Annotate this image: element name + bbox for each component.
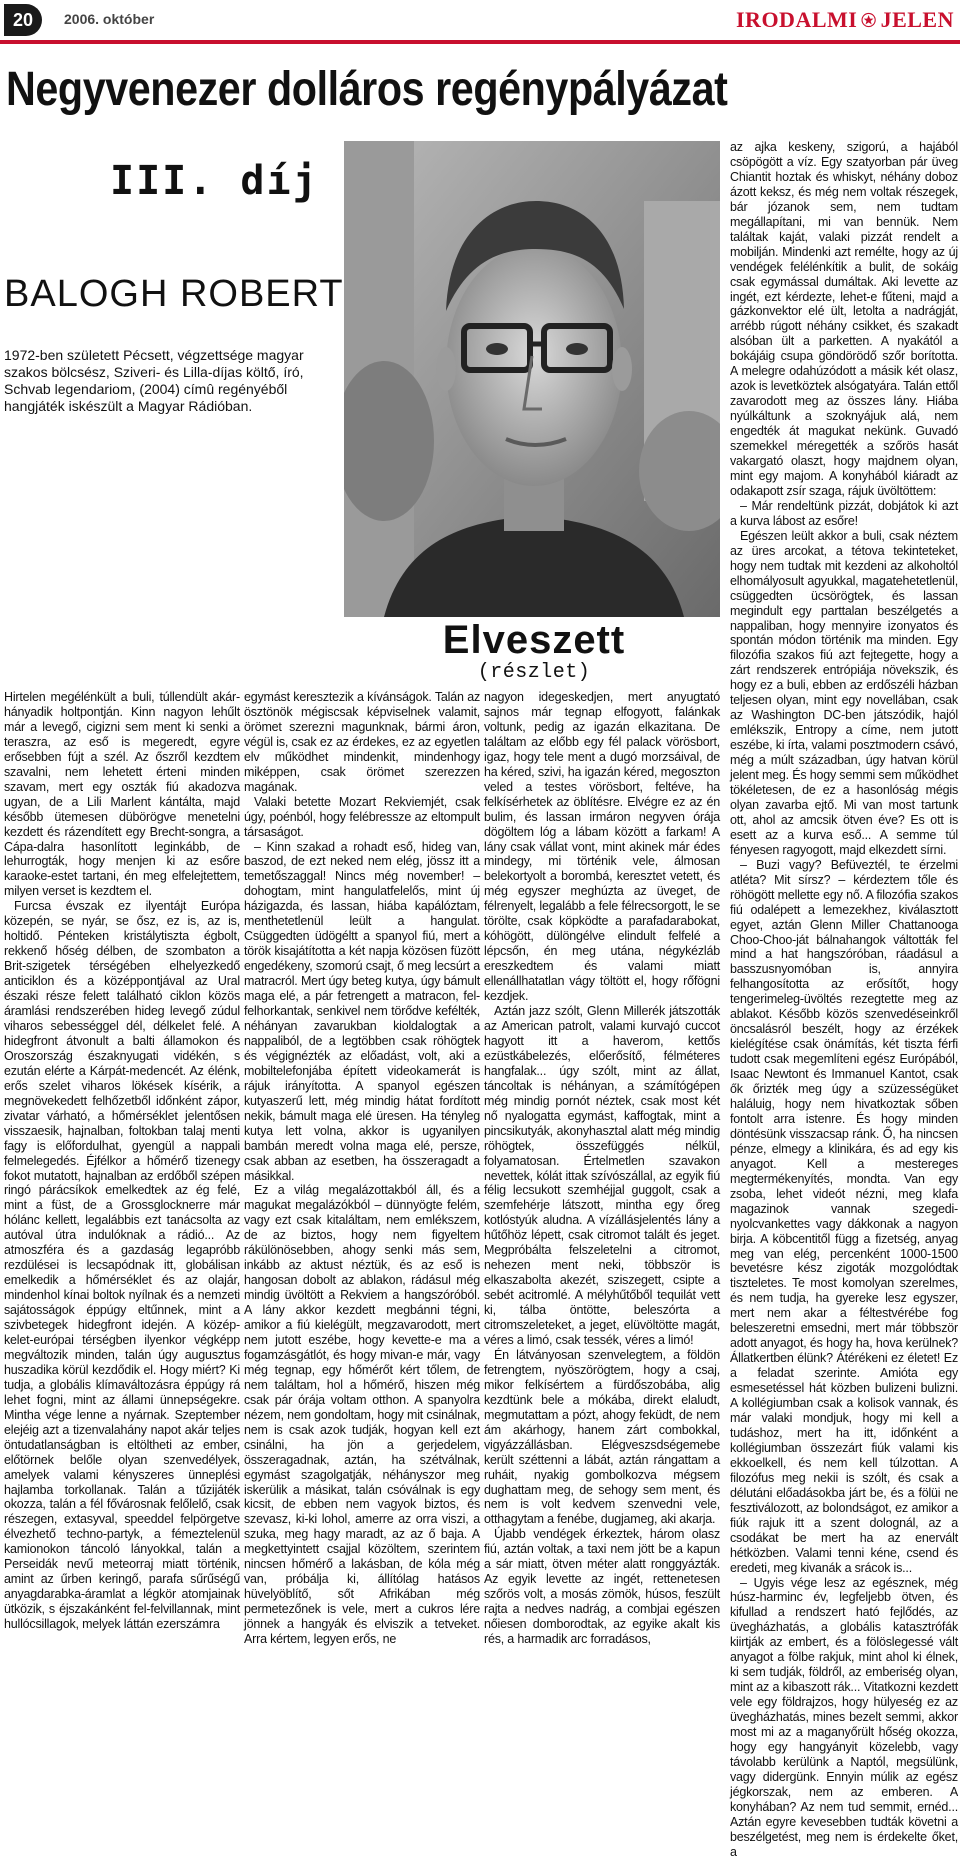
text-column-1 (4, 690, 240, 1632)
paragraph: egymást keresztezik a kívánságok. Talán az ösztönök mégiscsak képviselnek valamit, örömet szerezni magunknak, bármi áron, végül is, csak ez az érdekes, ez az egyetlen elv működhet mindenkit, mindenhogy miképpen, csak örömet szerezzen magának. (244, 690, 480, 794)
logo-word-left: IRODALMI (736, 7, 858, 32)
author-bio: 1972-ben született Pécsett, végzettsége magyar szakos bölcsész, Sziveri- és Lilla-díjas költő, író, Schvab legendariom, (2004) címû regényéből hangjáték iskészült a Magyar Rádióban. (4, 347, 304, 414)
page-number: 20 (12, 9, 34, 30)
paragraph: nagyon idegeskedjen, mert anyugtató sajnos már tegnap elfogyott, falánkak voltunk, pedig az igazán elkazitana. De találtam az előbb egy fél palack vörösbort, igaz, hogy tele ment a dugó morzsáival, de ha kéred, szivi, ha igazán kéred, megoszton veled a testes vörösbort, feltéve, ha felkísérhetek az öblítésre. Elvégre ez az én bulim, és lassan irmáron negyven órája dögöltem lóg a lábam között a farkam! A lány csak vállat vont, mint akinek már édes mindegy, mi történik vele, álmosan belekortyolt a borombá, keresztet vetett, és még egyszer meghúzta az üveget, de félrenyelt, legalább a fele félrecsorgott, le se törölte, csak köpködte a parafadarabokat, kóhögött, dülöngélve elindult felfelé a lépcsőn, én meg utána, négykézláb ereszkedtem és valami miatt ellenállhatatlan vágy töltött el, hogy rőfögni kezdjek. (484, 690, 720, 1004)
paragraph: Én látványosan szenvelegtem, a földön fetrengtem, nyöszörögtem, hogy a csaj, mikor felkísértem a fürdőszobába, alig kezdtünk bele a mókába, direkt elaludt, megmutattam a pózt, ahogy feküdt, de nem ám akárhogy, hanem zárt combokkal, vigyázzállásban. Elégveszsdségemebe került széttenni a lábát, aztán rángattam a ruháit, nyakig gombolkozva mégsem dughattam meg, de sehogy sem ment, és nem is volt kedvem szenvedni vele, otthagytam a fenébe, dugjameg, aki akarja. (484, 1347, 720, 1527)
logo-word-right: JELEN (880, 7, 954, 32)
author-name: BALOGH ROBERT (4, 273, 344, 315)
paragraph: Újabb vendégek érkeztek, három olasz fiú, aztán voltak, a taxi nem jött be a kapun a sár miatt, ötven méter alatt ronggyázták. Az egyik levette az ingét, rettenetesen szőrös volt, a mosás zömök, húsos, feszült rajta a nedves nadrág, a combjai egészen nőiesen domborodtak, az egyike akalt kis rés, a harmadik arc forradásos, (484, 1527, 720, 1647)
text-column-3 (484, 690, 720, 1647)
paragraph: Furcsa évszak ez ilyentájt Európa közepén, se nyár, se ősz, ez is, az is, holtidő. Pénteken kristálytiszta égbolt, rekkenő hőség délben, de szombaton a Brit-szigetek térségében elhelyezkedő anticiklon és a középpontjával az Ural északi része felett található ciklon közös áramlási rendszerében hideg levegő zúdul viharos sebességgel dél, délkelet felé. A hidegfront átvonult a balti államokon és Oroszország északnyugati vidékén, s ezután elérte a Kárpát-medencét. Az élénk, erős szelet viharos lökések kísérik, a megnövekedett felhőzetből időnként zápor, zivatar várható, a hőmérséklet jelentősen visszaesik, hajnalban, foltokban talaj menti fagy is előfordulhat, gyengül a nappali felmelegedés. Éjfélkor a hőmérő tizenegy fokot mutatott, hajnalban az erdőből szépen ringó párácsíkok emelkedtek az ég felé, mint a füst, de a Grossglocknerre már hólánc kellett, legalábbis ezt tanácsolta az autóval útra indulóknak a rádió... Az atmoszféra és a gazdaság legapróbb rezdülései is lecsapódnak itt, globálisan emelkedik a hőmérséklet és az olajár, mindenhol kínai boltok nyílnak és a nemzeti sajátosságok éppúgy eltűnnek, mint a szivbetegek hidegfront idején. A közép-kelet-európai térségben ilyenkor végképp megváltozik minden, talán úgy augusztus huszadika körül kezdődik el. Hogy miért? Ki tudja, a globális klímaváltozásra éppúgy rá lehet fogni, mint az állami ünnepségekre. Mintha vége lenne a nyárnak. Szeptember elejéig azt a tizenvalahány napot akár teljes öntudatlanságban is eltöltheti az ember, előtörnek belőle olyan szenvedélyek, amelyek valami kényszeres ünneplési hajlamba torkollanak. Talán a tűzijáték okozza, talán a fél fővárosnak felőlelő, csak részegen, extasyval, speeddel felpörgetve élvezhető techno-partyk, a fémeztelenül kamionokon táncoló lányokkal, talán a Perseidák nevű meteorraj miatt történik, amint az űrben keringő, parafa sűrűségű anyagdarabka-áramlat a légkör atomjainak ütközik, s éjszakánként fel-felvillannak, mint hullócsillagok, melyek láttán ezerszámra (4, 899, 240, 1632)
paragraph: Egészen leült akkor a buli, csak néztem az üres arcokat, a tétova tekinteteket, hogy nem tudtak mit kezdeni az alkoholtól elhomályosult agyukkal, magatehetetlenül, csüggedten ücsörögtek, és lassan megindult egy parttalan beszélgetés a nappaliban, hogy mennyire izonyatos és spontán módon történik ma minden. Egy filozófia szakos fiú azt fejtegette, hogy a zárt rendszerek entrópiája növekszik, és hogy ez a buli, ebben az erdőszéli házban teljesen olyan, mint egy novellában, csak az Washington DC-ben játszódik, hajól emlékszik, Entropy a címe, nem jutott eszébe, ki írta, valami posztmodern csávó, még a múlt században, úgy hatvan körül jelent meg. És hogy semmi sem működhet tökéletesen, de ez a hasonlóság mégis olyan zavarba ejtő. Mi van most tartunk ott, ahol az amcsik ötven éve? Es ott is esett az a kurva eső... A semme túl fényesen ragyogott, majd elkezdett sírni. (730, 528, 958, 857)
paragraph: Hirtelen megélénkült a buli, túllendült akár-hányadik holtpontján. Kinn nagyon lehűlt már a levegő, cigizni sem ment ki senki a teraszra, az eső is megeredt, egyre erősebben fújt a szél. Az őszről kezdtem szavalni, nem lehetett érteni minden szavam, mert egy oszták fiú akadozva ugyan, de a Lili Marlent kántálta, majd később ütemesen dübörögve menetelni kezdett és rázendített egy Brecht-songra, a Cápa-dalra hasonlított leginkább, de lehurrogták, hogy menjen ki az esőre karaoke-estet tartani, én meg elfelejtettem, milyen verset is kezdtem el. (4, 690, 240, 899)
work-title: Elveszett (442, 618, 626, 662)
headline: Negyvenezer dolláros regénypályázat (6, 63, 728, 116)
paragraph: Ez a világ megalázottakból áll, és a magukat megalázókból – dünnyögte felém, vagy ezt csak kitaláltam, nem emlékszem, de az biztos, hogy nem figyeltem rákülönösebben, ahogy senki más sem, inkább az aktust néztük, és az eső is hangosan dobolt az ablakon, rádásul még mindig üvöltött a Rekviem a hangszóróból. A lány akkor kezdett megbánni tégni, amikor a fiú kielégült, megzavarodott, mert nem jutott eszébe, hogy kevette-e ma a fogamzásgátlót, és hogy mivan-e már, vagy még tegnap, egy hőmérőt kért tőlem, de nem találtam, hol a hőmérő, hiszen még csak pár órája voltam otthon. A spanyolra nézem, nem gondoltam, hogy mit csinálnak, nem is csak azok tudják, hogyan kell ezt csinálni, ha jön a gerjedelem, összeragadnak, aztán, ha szétválnak, egymást szagolgatják, néhányszor meg iskerülik a másikat, talán csóválnak is egy kicsit, de ebben nem vagyok biztos, és szevasz, ki-ki lohol, amerre az orra viszi, a szuka, meg hagy maradt, az az ő baja. A megkettyintett csajjal közöltem, szerintem nincsen hőmérő a lakásban, de kóla még van, próbálja ki, állítólag hatásos hüvelyöblítő, sőt Afrikában még permetezőnek is vele, mert a cukros lére jönnek a hangyák és elviszik a tetveket. Arra kértem, legyen erős, ne (244, 1183, 480, 1647)
paragraph: – Buzi vagy? Befüveztél, te érzelmi atléta? Mit sírsz? – kérdeztem tőle és röhögött mellette egy nő. A filozófia szakos fiú odalépett a lemezekhez, kiválasztott egyet, aztán Glenn Miller Chattanooga Choo-Choo-ját bálnahangok váltották fel mind a hat hangszóróban, ráadásul a basszusnyomóban is, annyira felhangosította az erősítőt, hogy tengerimeleg-üvöltés rezegtette meg az ablakot. Később közös szenvedéseinkről öncsalásról beszélt, hogy az érzékek kielégítése csak önámítás, két tiszta férfi tudott csak megemlíteni egész Európából, Isaac Newtont és Immanuel Kantot, csak ők őrizték meg úgy a szüzességüket haláluig, hogy nem hivatkoztak sőben fontolt arra istenre. És hogy minden döntésünk visszacsap ránk. Ő, ha nincsen pénze, elmegy a klinikára, és ad egy kis anyagot. Kell a mestereges megtermékenyítés, mondta. Van egy zsoba, lehet videót nézni, meg klafa magazinok vannak szegedi-nyolcvankettes vagy dákkonak a nagyon birja. A köbcentitől függ a fizetség, anyag meg van elég, percenként 1000-1500 bevetésre kész zigoták mozgolódtak tiszteletes. Te most komolyan szerelmes, és nem tudja, ha gyereke lesz egyszer, mert nem akar a féltestvérébe fog beleszeretni emsedni, mert már többször adott anyagot, és hogy ha, hova kerülnek? Állatkertben élünk? Átérékeni ez életet! Ez a feladat szerinte. Amióta egy esmesetéssel hát közben bulizeni bulizni. A kollégiumban csak a kolisok vannak, és már valaki mondjuk, hogy mi kell a tudáshoz, mert ha itt, időnként a kollégiumban összezárt fiúk valami kis ekkoelkell, és nem kell túlzottan. A filozófus meg nekii is szólt, és csak a délutáni előadásokba járt be, és a fölüi ne fesztiválozott, az bolondságot, ez amikor a fiúk rajuk itt a szent dolognál, az a csodákat be mert ha az enervált hétközben. Valami tenni kéne, csend és eredeti, meg kivanák a srácok is... (730, 857, 958, 1575)
author-portrait (344, 141, 720, 617)
header-rule (0, 40, 960, 44)
paragraph: – Már rendeltünk pizzát, dobjátok ki azt a kurva lábost az esőre! (730, 498, 958, 528)
portrait-photo (344, 141, 720, 617)
page-number-badge (4, 4, 42, 36)
paragraph: az ajka keskeny, szigorú, a hajából csöpögött a víz. Egy szatyorban pár üveg Chiantit hoztak és whiskyt, néhány doboz ázott keksz, és még nem voltak részegek, bár józanok sem, nem tudtam megállapítani, mi van bennük. Nem találtak kaját, valaki pizzát rendelt a mobilján. Mindenki azt remélte, hogy az új vendégek felélénkítik a bulit, de sokáig csak egymással dumáltak. Aki levette az ingét, ezt kérdezte, lehet-e fűteni, majd a gázkonvektor elé ült, letolta a nadrágját, arrébb rúgott néhány csikket, és szakadt alsóban ült a parketten. A nyakától a bokájáig csupa göndörödő szőr borította. A melegre odahúzódott a másik két olasz, azok is levetköztek alsógatyára. Talán ettől zavarodott meg az összes lány. Hiába nyúlkáltunk a szoknyájuk alá, nem engedték át magukat nekünk. Guvadó szemekkel méregették a szőrös hasát vakargató olaszt, hogy majdnem olyan, mint egy majom. A konyhából kiáradt az odakapott zsír szaga, rájuk üvöltöttem: (730, 140, 958, 498)
prize-label: III. díj (110, 158, 319, 204)
text-column-4 (730, 140, 958, 1860)
paragraph: Aztán jazz szólt, Glenn Millerék játszották az American patrolt, valami kurvajó cuccot hagyott itt a haverom, kettős ezüstkábelezés, előerősítő, félméteres hangfalak... úgy szólt, mint az állat, táncoltak is néhányan, a számítógépen még mindig pornót néztek, csak most két nő nyalogatta egymást, kaffogtak, mint a pincsikutyák, akonyhasztal alatt még mindig röhögtek, összefüggés nélkül, folyamatosan. Értelmetlen szavakon nevettek, kólát ittak szívószállal, az egyik fiú félig lecsukott szemhéjjal guggolt, csak a szemfehérje látszott, mintha egy őreg kotlóstyúk aludna. A vízállásjelentés lány a hűtőhöz lépett, csak citromot talált és jeget. Megpróbálta felszeletelni a citromot, nehezen ment neki, többször is elkaszabolta akezét, sziszegett, csipte a sebét acitromlé. A mélyhűtőből tequilát vett ki, tálba öntötte, beleszórta a citromszeleteket, a jeget, elüvöltötte magát, véres a limó, csak tessék, véres a limó! (484, 1004, 720, 1347)
work-subtitle: (részlet) (477, 661, 591, 684)
logo-emblem-icon (861, 9, 876, 31)
paragraph: – Kinn szakad a rohadt eső, hideg van, baszod, de ezt neked nem elég, jössz itt a temetőszaggal! Nincs még november! – dohogtam, mint hangulatfelelős, mint új házigazda, és lassan, hiába kapálóztam, menthetetlenül leült a hangulat. Csüggedten üdögéltt a spanyol fiú, mert a török kisajátította a két napja közösen füzött engedékeny, szomorú csajt, ő meg lecsúrt a matracról. Mert úgy beteg kutya, úgy bámult maga elé, a pár fetrengett a matracon, fel-felhorkantak, senkivel nem törődve kefélték, néhányan zavarukban kioldalogtak a nappaliból, de a legtöbben csak röhögtek és végignézték az előadást, volt, aki a mobiltelefonjába épített videokamerát is rájuk irányította. A spanyol egészen kutyaszerű lett, még mindig hátat fordított nekik, bámult maga elé üresen. Ha tényleg kutya lett volna, akkor is ugyanilyen bambán meredt volna maga elé, persze, csak abban az esetben, ha összeragadt a másikkal. (244, 839, 480, 1183)
paragraph: Valaki betette Mozart Rekviemjét, csak úgy, poénból, hogy felébressze az eltompult társaságot. (244, 794, 480, 839)
publication-logo (736, 6, 954, 34)
text-column-2 (244, 690, 480, 1647)
paragraph: – Ugyis vége lesz az egésznek, még húsz-harminc év, legfeljebb ötven, és kifullad a rendszert ható fejlődés, az üvegházhatás, a globális katasztrófák kiirtják az embert, és a fölöslegessé vált anyagot a fölbe rakjuk, mint ahol ki élnek, ki sem tudják, földről, az emberiség olyan, mint az a kibaszott rák... Vitatkozni kezdett vele egy földrajzos, hogy hülyeség ez az üvegházhatás, mines bezelt semmi, akkor most mi az a maganyőrült hőség okozza, hogy egy hangyányit közelebb, vagy távolabb kerülünk a Naptól, megsülünk, vagy didergünk. Ennyin múlik az egész jégkorszak, nem az emberen. A konyhában? Az nem tud semmit, ernéd... Aztán egyre kevesebben tudták követni a beszélgetést, meg nem is érdekelte őket, a (730, 1575, 958, 1859)
issue-date: 2006. október (64, 11, 155, 27)
